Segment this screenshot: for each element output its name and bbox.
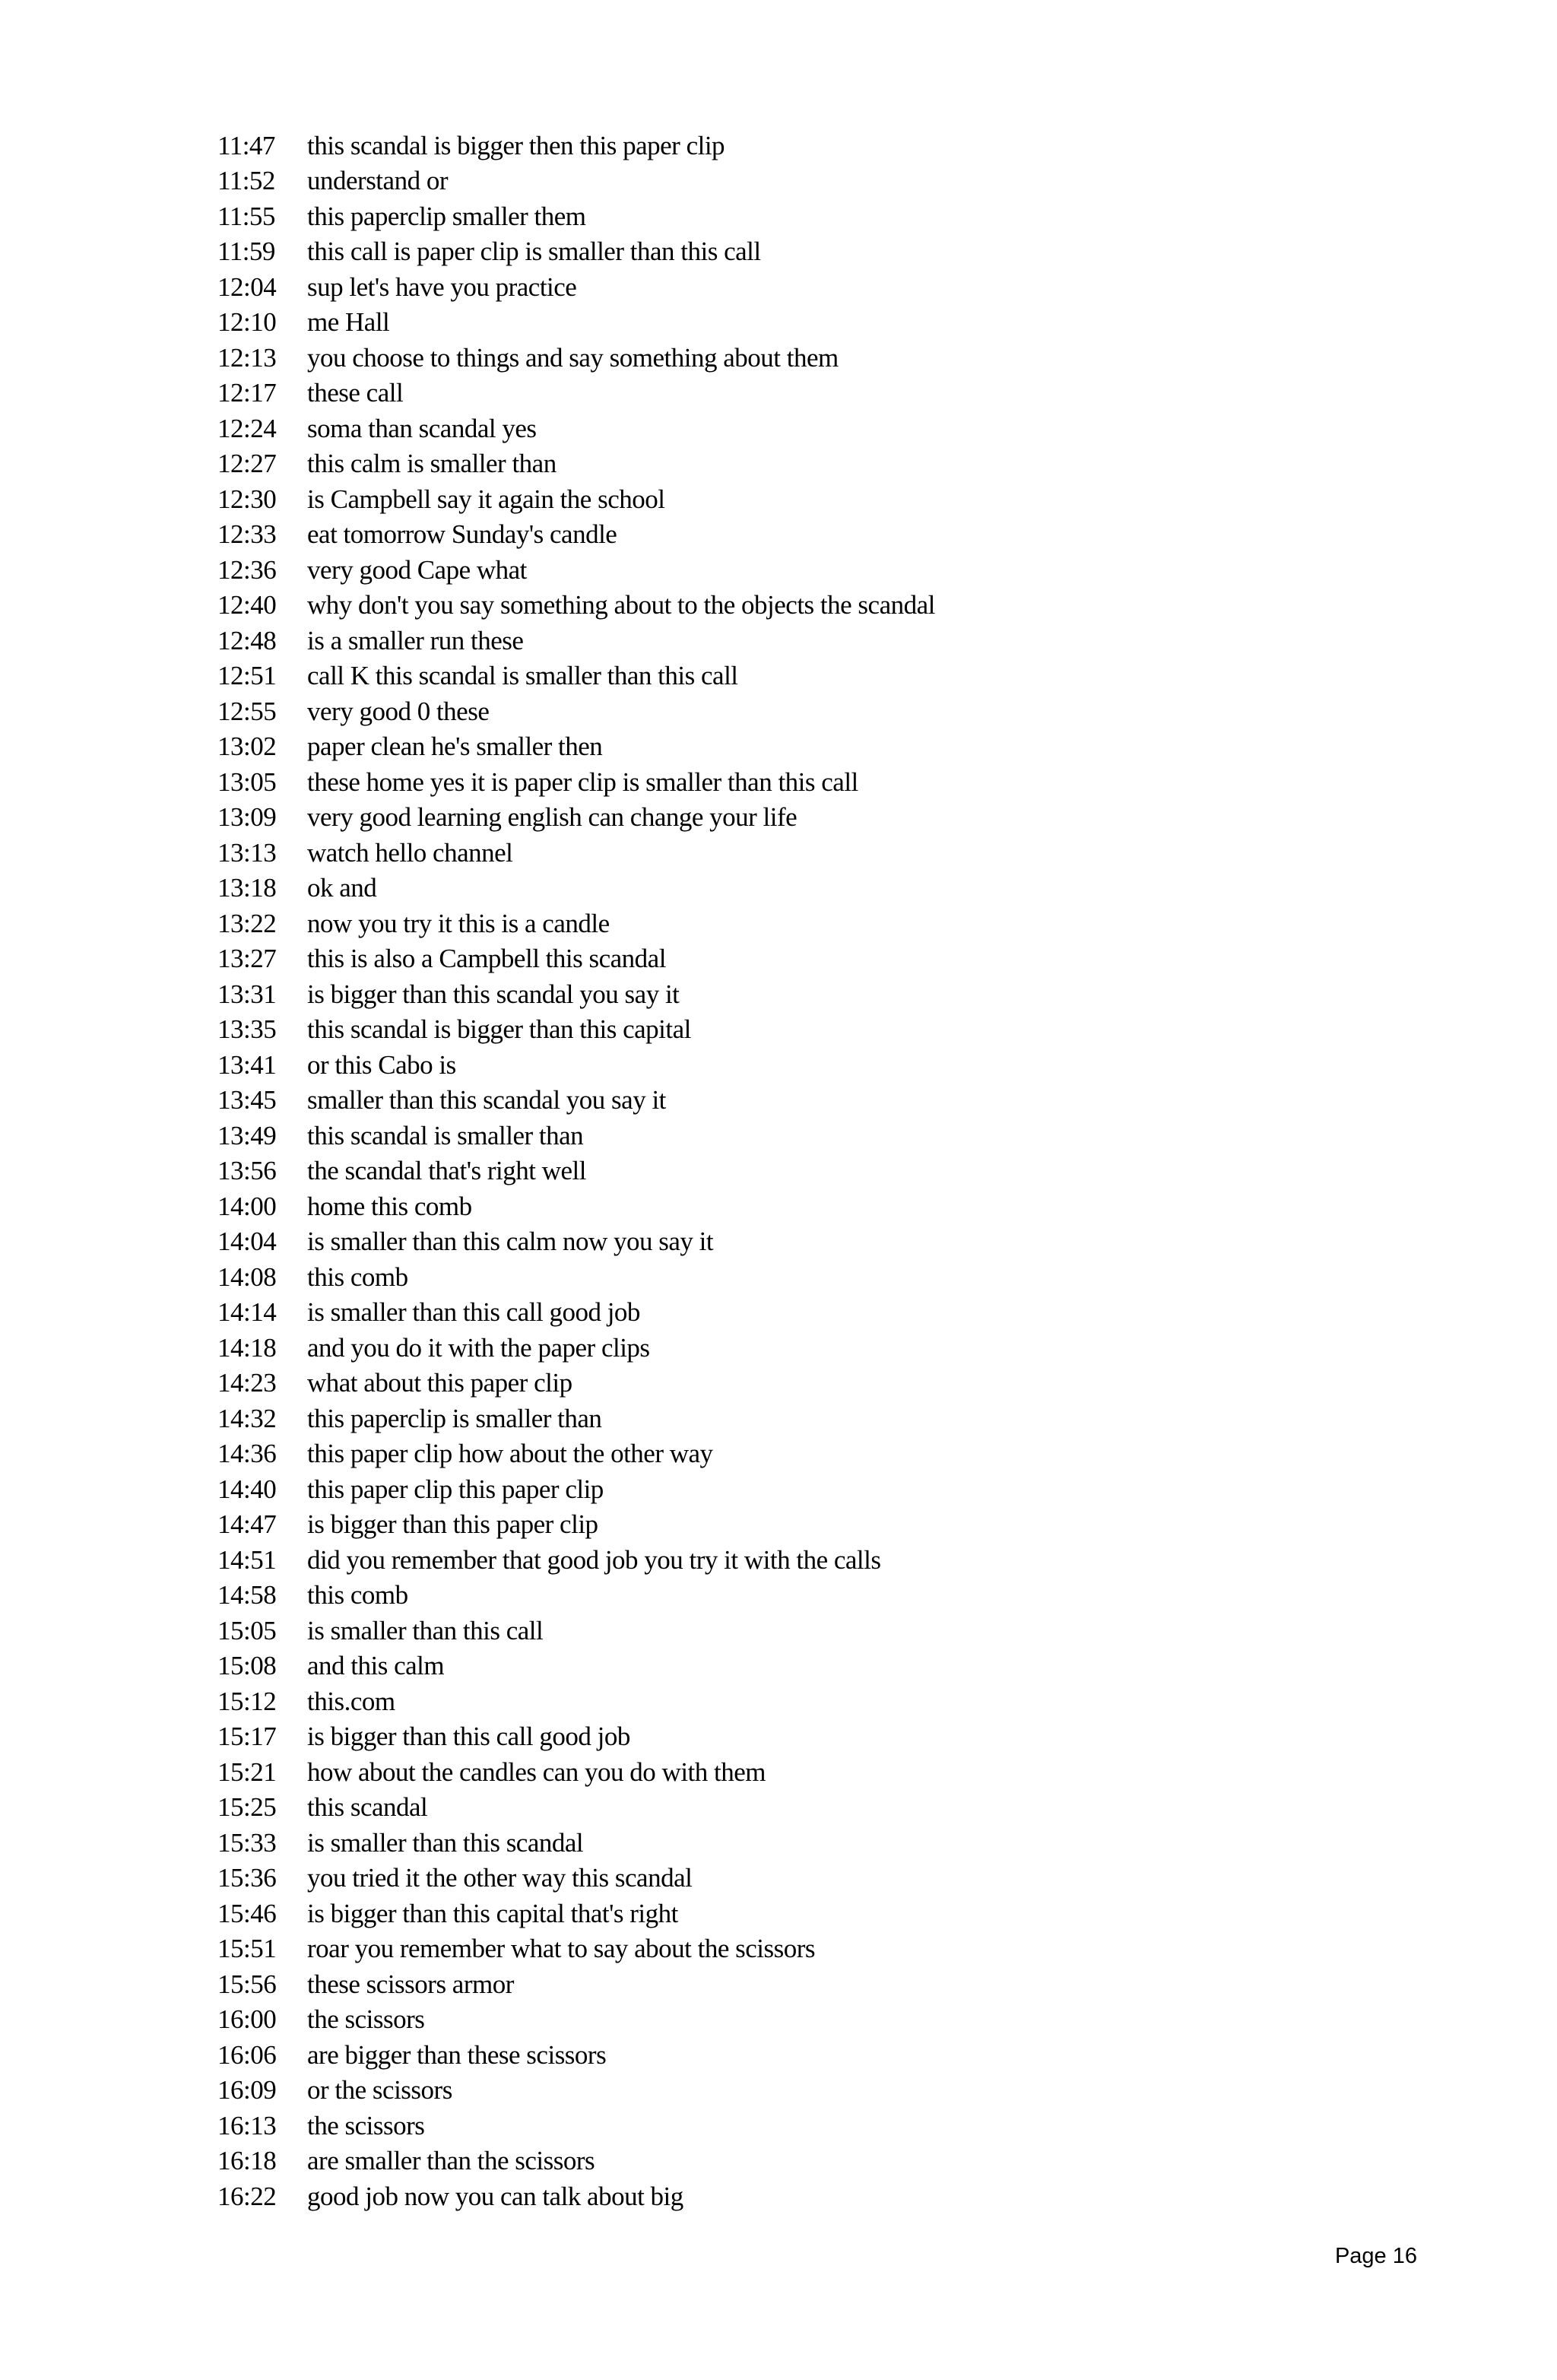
timestamp: 15:56 [217,1969,277,1999]
caption-text: what about this paper clip [307,1368,572,1398]
transcript-line [217,1507,1358,1543]
timestamp: 15:05 [217,1615,277,1645]
timestamp: 14:36 [217,1439,277,1469]
caption-text: is smaller than this calm now you say it [307,1226,714,1257]
timestamp: 14:47 [217,1509,277,1540]
timestamp: 13:31 [217,979,277,1009]
transcript-line [217,1083,1358,1119]
transcript-line [217,1118,1358,1154]
timestamp: 15:51 [217,1934,277,1964]
timestamp: 15:33 [217,1827,277,1858]
timestamp: 12:24 [217,413,277,443]
caption-text: very good learning english can change your life [307,802,798,833]
transcript-line [217,1542,1358,1578]
transcript-line [217,1719,1358,1755]
timestamp: 14:23 [217,1368,277,1398]
timestamp: 11:52 [217,166,275,196]
timestamp: 12:17 [217,378,277,408]
caption-text: this.com [307,1686,395,1716]
transcript-line [217,2037,1358,2073]
caption-text: good job now you can talk about big [307,2181,683,2211]
timestamp: 14:14 [217,1297,277,1328]
transcript-line [217,764,1358,800]
timestamp: 12:30 [217,484,277,514]
transcript-line [217,1754,1358,1790]
caption-text: is bigger than this paper clip [307,1509,598,1540]
transcript-line [217,871,1358,906]
timestamp: 12:40 [217,590,277,620]
timestamp: 13:56 [217,1156,277,1186]
caption-text: smaller than this scandal you say it [307,1085,666,1115]
caption-text: me Hall [307,307,390,338]
timestamp: 15:17 [217,1722,277,1752]
transcript-line [217,1683,1358,1719]
transcript-line [217,2002,1358,2038]
transcript-line [217,481,1358,517]
caption-text: is smaller than this call good job [307,1297,640,1328]
transcript-line [217,729,1358,765]
caption-text: soma than scandal yes [307,413,537,443]
timestamp: 11:55 [217,201,275,231]
timestamp: 14:58 [217,1580,277,1610]
caption-text: are bigger than these scissors [307,2039,607,2070]
transcript-line [217,1401,1358,1436]
timestamp: 12:04 [217,271,277,302]
caption-text: how about the candles can you do with them [307,1756,766,1787]
timestamp: 14:32 [217,1403,277,1433]
timestamp: 12:55 [217,696,277,726]
transcript-line [217,693,1358,729]
caption-text: these scissors armor [307,1969,514,1999]
transcript-line [217,1649,1358,1684]
timestamp: 11:47 [217,130,275,160]
caption-text: is smaller than this call [307,1615,544,1645]
transcript-line [217,1578,1358,1614]
transcript-line [217,1931,1358,1967]
timestamp: 15:25 [217,1792,277,1823]
transcript-line [217,588,1358,624]
transcript-line [217,658,1358,694]
caption-text: this scandal [307,1792,428,1823]
transcript-line [217,976,1358,1012]
transcript-line [217,2178,1358,2214]
transcript-line [217,517,1358,553]
timestamp: 12:36 [217,554,277,585]
timestamp: 14:08 [217,1261,277,1292]
timestamp: 14:40 [217,1474,277,1504]
transcript-list [217,128,1358,2214]
transcript-line [217,128,1358,163]
transcript-line [217,411,1358,446]
caption-text: very good 0 these [307,696,490,726]
timestamp: 13:02 [217,731,277,762]
caption-text: this call is paper clip is smaller than this call [307,236,761,267]
transcript-line [217,1330,1358,1366]
timestamp: 15:08 [217,1651,277,1681]
timestamp: 13:35 [217,1014,277,1045]
transcript-line [217,1471,1358,1507]
transcript-line [217,1896,1358,1931]
page-number: Page 16 [1334,2244,1417,2268]
caption-text: very good Cape what [307,554,527,585]
caption-text: this scandal is smaller than [307,1120,584,1150]
timestamp: 16:22 [217,2181,277,2211]
transcript-line [217,2073,1358,2109]
timestamp: 13:18 [217,873,277,903]
caption-text: is Campbell say it again the school [307,484,665,514]
transcript-line [217,1295,1358,1331]
caption-text: call K this scandal is smaller than this call [307,661,738,691]
transcript-line [217,305,1358,341]
caption-text: paper clean he's smaller then [307,731,603,762]
caption-text: roar you remember what to say about the scissors [307,1934,816,1964]
caption-text: this paper clip this paper clip [307,1474,604,1504]
timestamp: 14:04 [217,1226,277,1257]
caption-text: this comb [307,1261,408,1292]
transcript-line [217,2108,1358,2144]
transcript-line [217,1224,1358,1260]
transcript-line [217,1259,1358,1295]
timestamp: 13:41 [217,1049,277,1080]
transcript-line [217,835,1358,871]
transcript-line [217,1012,1358,1048]
caption-text: ok and [307,873,377,903]
transcript-line [217,269,1358,305]
timestamp: 13:27 [217,944,277,974]
caption-text: sup let's have you practice [307,271,577,302]
timestamp: 12:10 [217,307,277,338]
caption-text: home this comb [307,1191,472,1221]
caption-text: why don't you say something about to the objects the scandal [307,590,935,620]
timestamp: 13:13 [217,837,277,868]
caption-text: understand or [307,166,448,196]
caption-text: and you do it with the paper clips [307,1332,650,1363]
caption-text: watch hello channel [307,837,513,868]
timestamp: 15:21 [217,1756,277,1787]
transcript-line [217,234,1358,270]
caption-text: is bigger than this capital that's right [307,1898,678,1928]
timestamp: 16:18 [217,2146,277,2176]
timestamp: 13:22 [217,908,277,938]
caption-text: eat tomorrow Sunday's candle [307,519,617,550]
caption-text: now you try it this is a candle [307,908,610,938]
transcript-line [217,1966,1358,2002]
timestamp: 14:00 [217,1191,277,1221]
timestamp: 16:06 [217,2039,277,2070]
timestamp: 13:09 [217,802,277,833]
caption-text: this is also a Campbell this scandal [307,944,666,974]
caption-text: the scandal that's right well [307,1156,586,1186]
caption-text: this paper clip how about the other way [307,1439,713,1469]
transcript-line [217,1613,1358,1649]
caption-text: you tried it the other way this scandal [307,1863,693,1893]
timestamp: 14:51 [217,1544,277,1575]
caption-text: did you remember that good job you try it with the calls [307,1544,881,1575]
timestamp: 15:12 [217,1686,277,1716]
caption-text: these call [307,378,404,408]
caption-text: is bigger than this scandal you say it [307,979,680,1009]
caption-text: is bigger than this call good job [307,1722,630,1752]
caption-text: this calm is smaller than [307,449,557,479]
caption-text: or the scissors [307,2075,452,2106]
timestamp: 16:13 [217,2110,277,2140]
transcript-line [217,552,1358,588]
caption-text: the scissors [307,2004,425,2035]
timestamp: 14:18 [217,1332,277,1363]
transcript-line [217,2144,1358,2179]
transcript-line [217,1790,1358,1826]
transcript-line [217,623,1358,658]
timestamp: 15:36 [217,1863,277,1893]
transcript-line [217,1047,1358,1083]
transcript-line [217,198,1358,234]
caption-text: and this calm [307,1651,445,1681]
transcript-line [217,1825,1358,1861]
caption-text: this scandal is bigger then this paper clip [307,130,725,160]
transcript-line [217,1861,1358,1896]
transcript-line [217,163,1358,199]
timestamp: 12:48 [217,625,277,655]
transcript-line [217,800,1358,836]
caption-text: this comb [307,1580,408,1610]
transcript-line [217,941,1358,977]
timestamp: 13:05 [217,766,277,797]
caption-text: is a smaller run these [307,625,524,655]
timestamp: 11:59 [217,236,275,267]
timestamp: 13:45 [217,1085,277,1115]
transcript-line [217,340,1358,376]
timestamp: 15:46 [217,1898,277,1928]
caption-text: is smaller than this scandal [307,1827,584,1858]
caption-text: this scandal is bigger than this capital [307,1014,691,1045]
caption-text: these home yes it is paper clip is smaller than this call [307,766,858,797]
transcript-line [217,376,1358,411]
caption-text: this paperclip smaller them [307,201,586,231]
transcript-line [217,906,1358,941]
timestamp: 16:09 [217,2075,277,2106]
timestamp: 12:51 [217,661,277,691]
transcript-line [217,1154,1358,1189]
caption-text: you choose to things and say something about them [307,342,839,373]
timestamp: 12:33 [217,519,277,550]
transcript-line [217,1436,1358,1472]
transcript-line [217,1366,1358,1401]
caption-text: are smaller than the scissors [307,2146,595,2176]
timestamp: 16:00 [217,2004,277,2035]
transcript-line [217,1188,1358,1224]
caption-text: the scissors [307,2110,425,2140]
timestamp: 12:13 [217,342,277,373]
transcript-line [217,446,1358,482]
timestamp: 12:27 [217,449,277,479]
caption-text: this paperclip is smaller than [307,1403,602,1433]
timestamp: 13:49 [217,1120,277,1150]
caption-text: or this Cabo is [307,1049,456,1080]
